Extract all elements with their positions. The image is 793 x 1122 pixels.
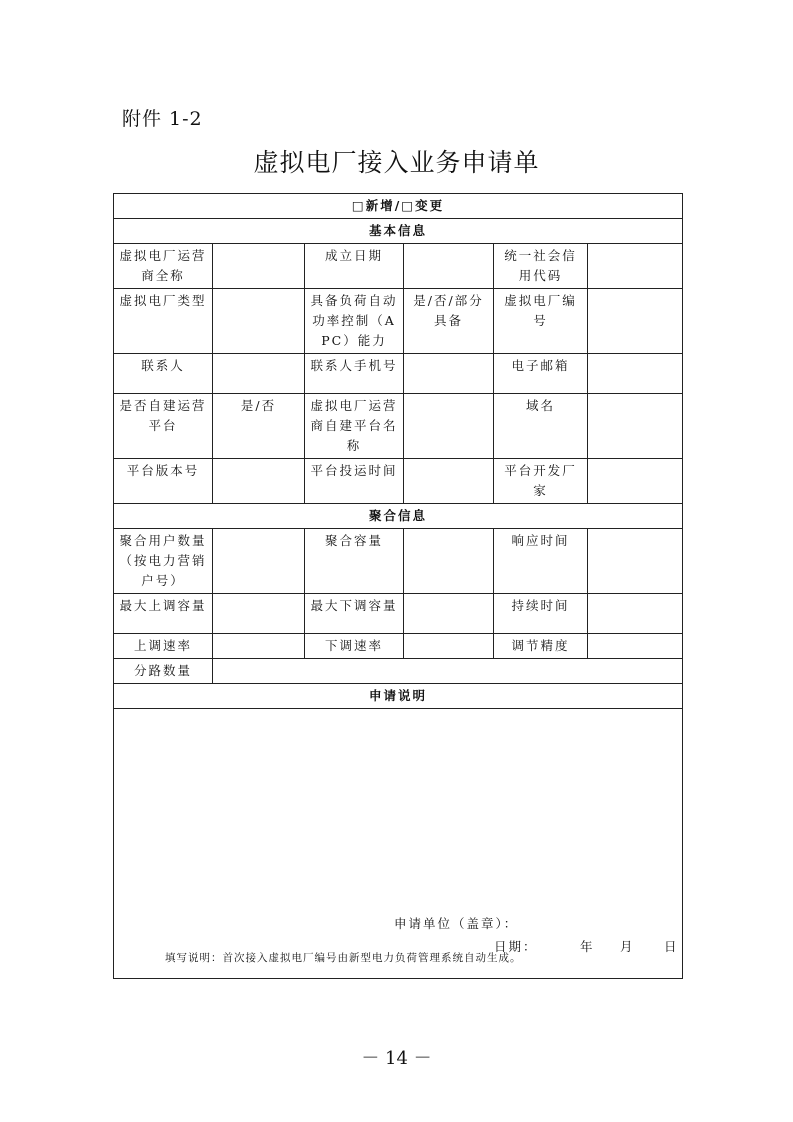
contact-phone-label: 联系人手机号: [305, 354, 404, 394]
vpp-id-field[interactable]: [588, 289, 683, 354]
response-time-field[interactable]: [588, 529, 683, 594]
up-rate-label: 上调速率: [114, 634, 213, 659]
email-field[interactable]: [588, 354, 683, 394]
up-rate-field[interactable]: [213, 634, 305, 659]
precision-label: 调节精度: [494, 634, 588, 659]
credit-code-label: 统一社会信用代码: [494, 244, 588, 289]
duration-field[interactable]: [588, 594, 683, 634]
max-down-capacity-field[interactable]: [404, 594, 494, 634]
aggregate-info-header: 聚合信息: [114, 504, 683, 529]
basic-info-header: 基本信息: [114, 219, 683, 244]
application-header: 申请说明: [114, 684, 683, 709]
branch-count-label: 分路数量: [114, 659, 213, 684]
contact-label: 联系人: [114, 354, 213, 394]
aggregated-users-label: 聚合用户数量（按电力营销户号）: [114, 529, 213, 594]
aggregated-capacity-field[interactable]: [404, 529, 494, 594]
vpp-type-field[interactable]: [213, 289, 305, 354]
contact-phone-field[interactable]: [404, 354, 494, 394]
date-day-label: 日: [664, 939, 679, 954]
email-label: 电子邮箱: [494, 354, 588, 394]
max-down-capacity-label: 最大下调容量: [305, 594, 404, 634]
platform-name-field[interactable]: [404, 394, 494, 459]
aggregated-capacity-label: 聚合容量: [305, 529, 404, 594]
domain-label: 域名: [494, 394, 588, 459]
vpp-type-label: 虚拟电厂类型: [114, 289, 213, 354]
established-date-label: 成立日期: [305, 244, 404, 289]
application-description-area[interactable]: [114, 709, 683, 979]
date-label: 日期：: [494, 939, 538, 954]
platform-version-field[interactable]: [213, 459, 305, 504]
self-built-platform-options[interactable]: 是/否: [213, 394, 305, 459]
platform-developer-label: 平台开发厂家: [494, 459, 588, 504]
self-built-platform-label: 是否自建运营平台: [114, 394, 213, 459]
platform-commission-time-field[interactable]: [404, 459, 494, 504]
operator-name-label: 虚拟电厂运营商全称: [114, 244, 213, 289]
max-up-capacity-label: 最大上调容量: [114, 594, 213, 634]
aggregated-users-field[interactable]: [213, 529, 305, 594]
platform-developer-field[interactable]: [588, 459, 683, 504]
established-date-field[interactable]: [404, 244, 494, 289]
response-time-label: 响应时间: [494, 529, 588, 594]
apc-capability-label: 具备负荷自动功率控制（APC）能力: [305, 289, 404, 354]
platform-commission-time-label: 平台投运时间: [305, 459, 404, 504]
down-rate-label: 下调速率: [305, 634, 404, 659]
page-number: － 14 －: [361, 1048, 432, 1069]
request-type-row[interactable]: □新增/□变更: [114, 194, 683, 219]
attachment-label: 附件 1-2: [122, 108, 203, 130]
platform-name-label: 虚拟电厂运营商自建平台名称: [305, 394, 404, 459]
down-rate-field[interactable]: [404, 634, 494, 659]
duration-label: 持续时间: [494, 594, 588, 634]
filling-note: 填写说明：首次接入虚拟电厂编号由新型电力负荷管理系统自动生成。: [165, 952, 522, 964]
max-up-capacity-field[interactable]: [213, 594, 305, 634]
page-title: 虚拟电厂接入业务申请单: [253, 148, 540, 177]
contact-field[interactable]: [213, 354, 305, 394]
domain-field[interactable]: [588, 394, 683, 459]
operator-name-field[interactable]: [213, 244, 305, 289]
applicant-stamp-label: 申请单位（盖章）：: [394, 916, 519, 931]
platform-version-label: 平台版本号: [114, 459, 213, 504]
precision-field[interactable]: [588, 634, 683, 659]
vpp-id-label: 虚拟电厂编号: [494, 289, 588, 354]
branch-count-field[interactable]: [213, 659, 683, 684]
date-month-label: 月: [620, 939, 635, 954]
date-year-label: 年: [580, 939, 595, 954]
credit-code-field[interactable]: [588, 244, 683, 289]
application-form: [113, 193, 683, 979]
apc-capability-options[interactable]: 是/否/部分具备: [404, 289, 494, 354]
